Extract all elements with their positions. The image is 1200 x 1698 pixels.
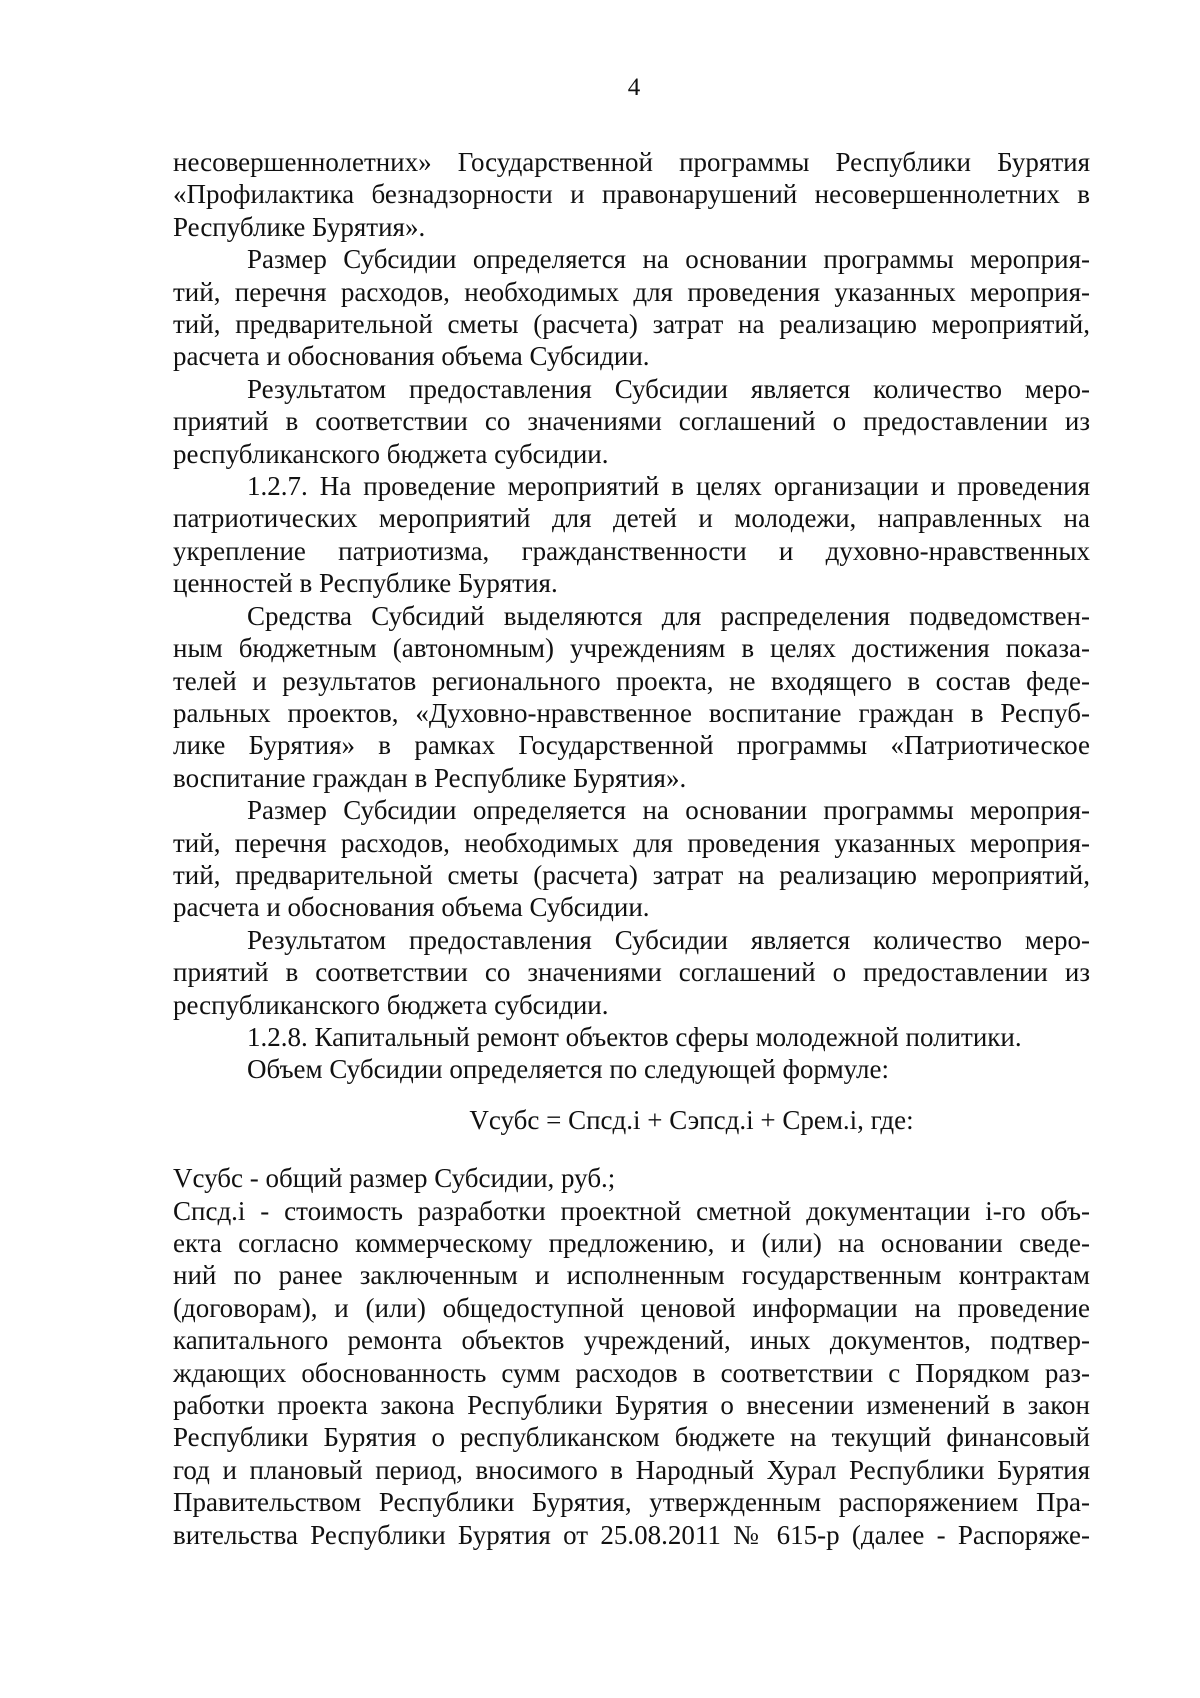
text-line: Республики Бурятия о республиканском бюджете на текущий финансовый [173,1422,1090,1453]
text-line: Республике Бурятия». [173,211,426,242]
text-line: год и плановый период, вносимого в Народный Хурал Республики Бурятия [173,1454,1090,1485]
text-line: республиканского бюджета субсидии. [173,989,609,1020]
text-line: тий, предварительной сметы (расчета) затрат на реализацию мероприятий, [173,859,1090,890]
text-line: капитального ремонта объектов учреждений, иных документов, подтвер- [173,1325,1090,1356]
text-line: ценностей в Республике Бурятия. [173,568,558,599]
text-line: Размер Субсидии определяется на основании программы мероприя- [247,244,1090,275]
text-line: патриотических мероприятий для детей и молодежи, направленных на [173,503,1090,534]
text-line: приятий в соответствии со значениями соглашений о предоставлении из [173,957,1090,988]
page-number: 4 [627,74,641,101]
text-line: ным бюджетным (автономным) учреждениям в целях достижения показа- [173,633,1090,664]
text-line: телей и результатов регионального проекта, не входящего в состав феде- [173,665,1090,696]
text-line: Средства Субсидий выделяются для распределения подведомствен- [247,600,1090,631]
text-line: 1.2.8. Капитальный ремонт объектов сферы молодежной политики. [247,1021,1022,1052]
text-line: Спсд.i - стоимость разработки проектной сметной документации i-го объ- [173,1195,1090,1226]
formula: Vсубс = Спсд.i + Сэпсд.i + Срем.i, где: [469,1104,914,1135]
text-line: 1.2.7. На проведение мероприятий в целях организации и проведения [247,471,1090,502]
text-line: воспитание граждан в Республике Бурятия». [173,762,687,793]
text-line: тий, перечня расходов, необходимых для проведения указанных мероприя- [173,827,1090,858]
text-line: (договорам), и (или) общедоступной ценовой информации на проведение [173,1292,1090,1323]
text-line: вительства Республики Бурятия от 25.08.2011 № 615-р (далее - Распоряже- [173,1519,1090,1550]
text-line: работки проекта закона Республики Бурятия о внесении изменений в закон [173,1390,1090,1421]
text-line: укрепление патриотизма, гражданственности и духовно-нравственных [173,535,1090,566]
text-line: республиканского бюджета субсидии. [173,438,609,469]
text-line: Результатом предоставления Субсидии является количество меро- [247,373,1090,404]
text-line: несовершеннолетних» Государственной программы Республики Бурятия [173,147,1090,177]
text-line: Правительством Республики Бурятия, утвержденным распоряжением Пра- [173,1487,1090,1518]
text-line: приятий в соответствии со значениями соглашений о предоставлении из [173,406,1090,437]
text-line: тий, предварительной сметы (расчета) затрат на реализацию мероприятий, [173,309,1090,340]
text-line: Размер Субсидии определяется на основании программы мероприя- [247,795,1090,826]
text-line: ждающих обоснованность сумм расходов в соответствии с Порядком раз- [173,1357,1090,1388]
text-line: лике Бурятия» в рамках Государственной программы «Патриотическое [173,730,1090,761]
document-body [173,146,1090,1551]
text-line: ральных проектов, «Духовно-нравственное воспитание граждан в Респуб- [173,697,1090,728]
text-line: Результатом предоставления Субсидии является количество меро- [247,924,1090,955]
text-line: расчета и обоснования объема Субсидии. [173,892,650,923]
text-line: Vсубс - общий размер Субсидии, руб.; [173,1163,616,1194]
text-line: «Профилактика безнадзорности и правонарушений несовершеннолетних в [173,179,1090,210]
text-line: расчета и обоснования объема Субсидии. [173,341,650,372]
text-line: екта согласно коммерческому предложению, и (или) на основании сведе- [173,1228,1090,1258]
formula-block [173,1104,1090,1136]
text-line: Объем Субсидии определяется по следующей формуле: [247,1054,889,1085]
text-line: ний по ранее заключенным и исполненным государственным контрактам [173,1260,1090,1291]
text-line: тий, перечня расходов, необходимых для проведения указанных мероприя- [173,276,1090,307]
